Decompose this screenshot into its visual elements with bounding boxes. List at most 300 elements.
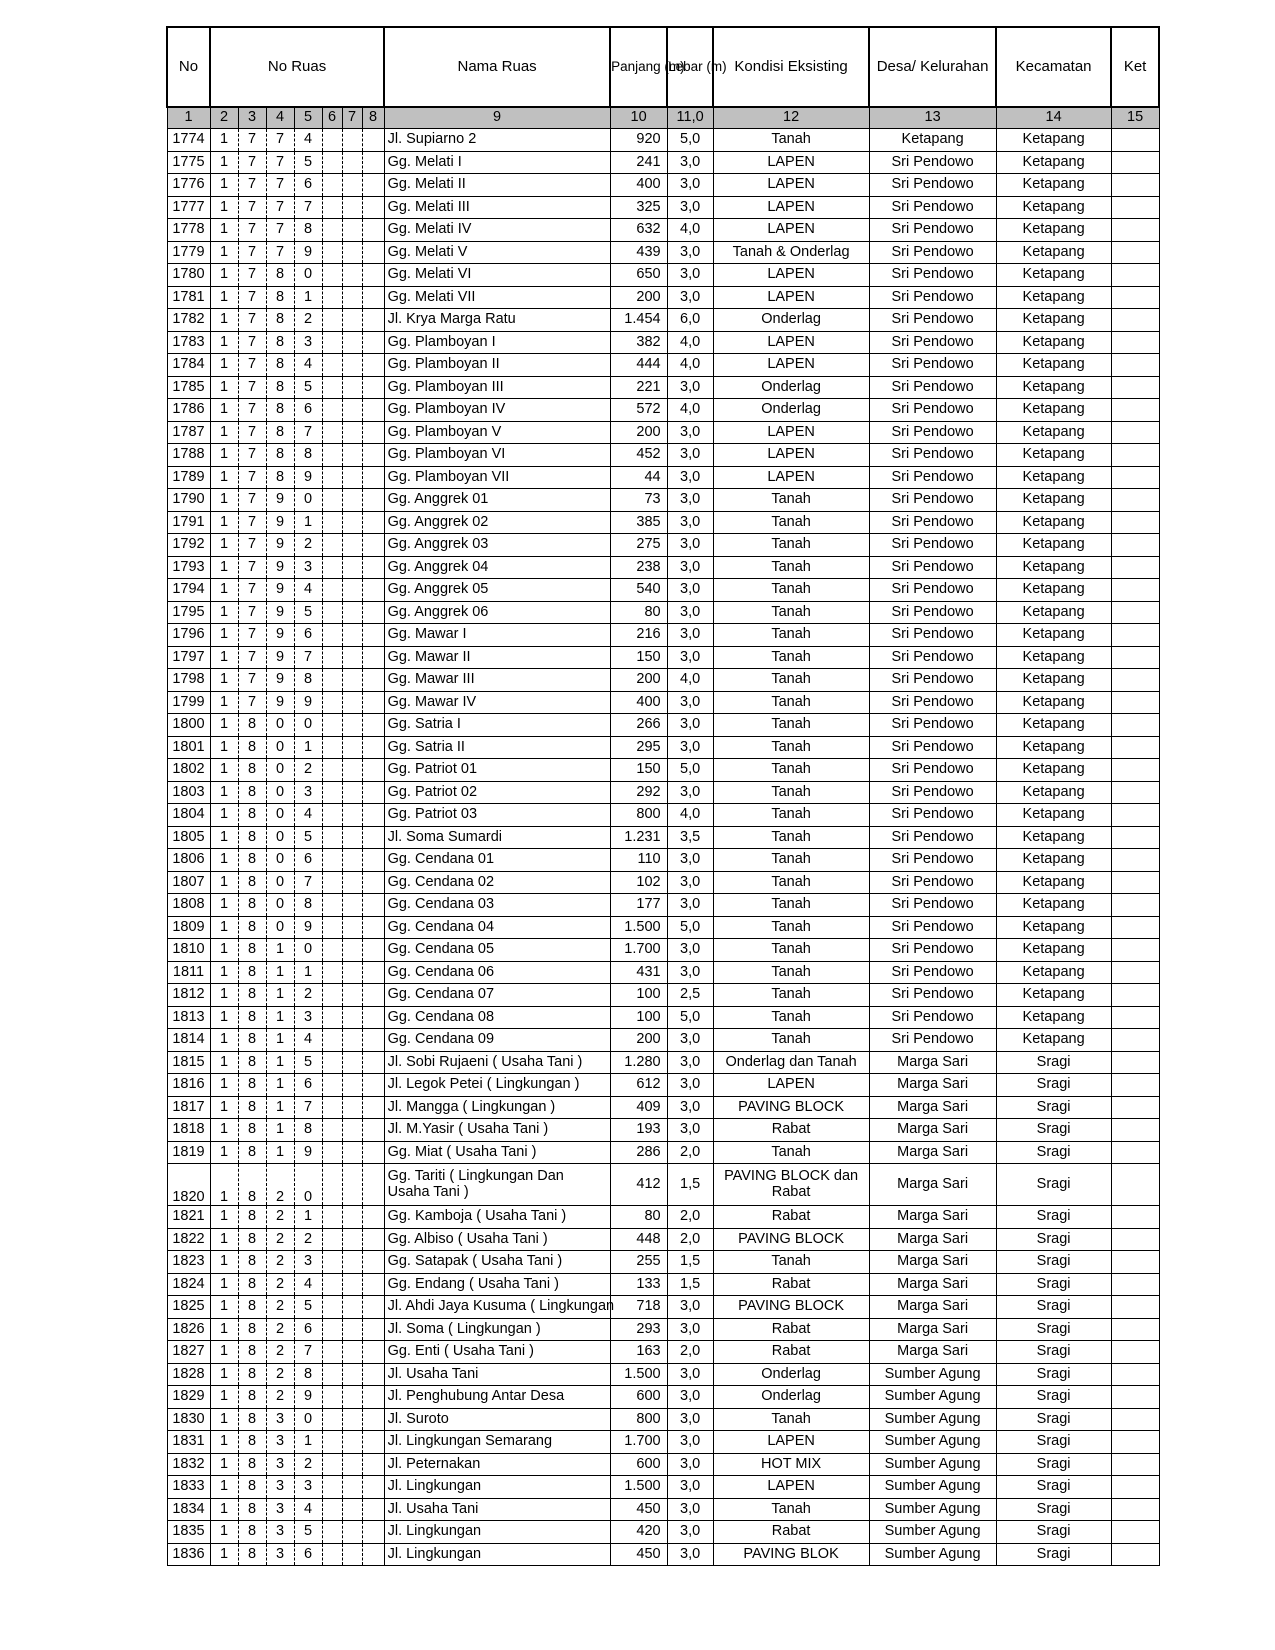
ruas-digit <box>342 1386 362 1409</box>
ruas-digit <box>362 399 384 422</box>
lebar: 3,5 <box>667 826 713 849</box>
ruas-digit <box>322 1543 342 1566</box>
ruas-digit: 3 <box>294 1251 322 1274</box>
kondisi-eksisting: Tanah <box>713 1141 869 1164</box>
ruas-digit: 1 <box>210 1543 238 1566</box>
ruas-digit <box>362 1476 384 1499</box>
nama-ruas: Gg. Satria I <box>384 714 610 737</box>
desa-kelurahan: Sri Pendowo <box>869 916 996 939</box>
table-row <box>167 151 1159 174</box>
table-row <box>167 759 1159 782</box>
nama-ruas: Jl. Usaha Tani <box>384 1363 610 1386</box>
ruas-digit <box>362 1141 384 1164</box>
ruas-digit <box>362 1006 384 1029</box>
lebar: 3,0 <box>667 601 713 624</box>
ruas-digit: 1 <box>210 759 238 782</box>
ruas-digit <box>322 984 342 1007</box>
ruas-digit: 0 <box>266 894 294 917</box>
ruas-digit <box>322 871 342 894</box>
panjang: 400 <box>610 174 667 197</box>
kondisi-eksisting: Tanah <box>713 1029 869 1052</box>
lebar: 1,5 <box>667 1273 713 1296</box>
row-number: 1819 <box>167 1141 210 1164</box>
ruas-digit <box>342 556 362 579</box>
kondisi-eksisting: Tanah <box>713 894 869 917</box>
kecamatan: Ketapang <box>996 804 1111 827</box>
ruas-digit: 9 <box>294 466 322 489</box>
panjang: 448 <box>610 1228 667 1251</box>
panjang: 612 <box>610 1074 667 1097</box>
ruas-digit: 1 <box>210 984 238 1007</box>
desa-kelurahan: Sri Pendowo <box>869 961 996 984</box>
kecamatan: Sragi <box>996 1051 1111 1074</box>
nama-ruas: Gg. Cendana 02 <box>384 871 610 894</box>
panjang: 200 <box>610 669 667 692</box>
ruas-digit: 7 <box>238 579 266 602</box>
desa-kelurahan: Sri Pendowo <box>869 646 996 669</box>
ruas-digit: 1 <box>210 1206 238 1229</box>
column-number-8: 8 <box>362 107 384 129</box>
ruas-digit <box>342 849 362 872</box>
table-row <box>167 219 1159 242</box>
lebar: 3,0 <box>667 1476 713 1499</box>
row-number: 1779 <box>167 241 210 264</box>
panjang: 800 <box>610 1408 667 1431</box>
panjang: 110 <box>610 849 667 872</box>
ruas-digit: 1 <box>294 511 322 534</box>
ruas-digit: 8 <box>294 219 322 242</box>
ruas-digit <box>322 849 342 872</box>
ruas-digit: 3 <box>294 1006 322 1029</box>
desa-kelurahan: Sumber Agung <box>869 1521 996 1544</box>
ruas-digit: 1 <box>210 736 238 759</box>
ruas-digit <box>342 286 362 309</box>
ruas-digit: 1 <box>210 781 238 804</box>
column-number-row <box>167 107 1159 129</box>
panjang: 382 <box>610 331 667 354</box>
kecamatan: Sragi <box>996 1498 1111 1521</box>
desa-kelurahan: Sri Pendowo <box>869 466 996 489</box>
ruas-digit: 7 <box>238 444 266 467</box>
ruas-digit: 1 <box>210 646 238 669</box>
ket <box>1111 916 1159 939</box>
ruas-digit: 1 <box>294 1431 322 1454</box>
row-number: 1794 <box>167 579 210 602</box>
ruas-digit: 1 <box>210 826 238 849</box>
kecamatan: Ketapang <box>996 489 1111 512</box>
kecamatan: Ketapang <box>996 196 1111 219</box>
nama-ruas: Gg. Albiso ( Usaha Tani ) <box>384 1228 610 1251</box>
ket <box>1111 444 1159 467</box>
kecamatan: Ketapang <box>996 466 1111 489</box>
ket <box>1111 1096 1159 1119</box>
row-number: 1810 <box>167 939 210 962</box>
desa-kelurahan: Marga Sari <box>869 1119 996 1142</box>
ruas-digit: 7 <box>238 534 266 557</box>
panjang: 420 <box>610 1521 667 1544</box>
ruas-digit: 7 <box>238 399 266 422</box>
lebar: 3,0 <box>667 849 713 872</box>
nama-ruas: Gg. Anggrek 02 <box>384 511 610 534</box>
lebar: 3,0 <box>667 579 713 602</box>
ruas-digit: 1 <box>210 1296 238 1319</box>
header-ket: Ket <box>1111 27 1159 107</box>
panjang: 102 <box>610 871 667 894</box>
ket <box>1111 984 1159 1007</box>
kecamatan: Sragi <box>996 1318 1111 1341</box>
kondisi-eksisting: Rabat <box>713 1341 869 1364</box>
ruas-digit <box>342 1431 362 1454</box>
desa-kelurahan: Sri Pendowo <box>869 691 996 714</box>
desa-kelurahan: Sri Pendowo <box>869 399 996 422</box>
ruas-digit: 8 <box>238 1164 266 1206</box>
panjang: 293 <box>610 1318 667 1341</box>
ket <box>1111 556 1159 579</box>
header-kecamatan: Kecamatan <box>996 27 1111 107</box>
kondisi-eksisting: LAPEN <box>713 151 869 174</box>
ket <box>1111 1521 1159 1544</box>
lebar: 3,0 <box>667 1521 713 1544</box>
nama-ruas: Gg. Enti ( Usaha Tani ) <box>384 1341 610 1364</box>
panjang: 275 <box>610 534 667 557</box>
ruas-digit: 7 <box>238 241 266 264</box>
ruas-digit <box>362 691 384 714</box>
ket <box>1111 151 1159 174</box>
panjang: 1.700 <box>610 939 667 962</box>
row-number: 1783 <box>167 331 210 354</box>
ruas-digit: 7 <box>238 286 266 309</box>
lebar: 3,0 <box>667 1029 713 1052</box>
row-number: 1795 <box>167 601 210 624</box>
ruas-digit: 1 <box>210 1318 238 1341</box>
table-row <box>167 1431 1159 1454</box>
ruas-digit: 1 <box>210 1476 238 1499</box>
ruas-digit <box>342 871 362 894</box>
kondisi-eksisting: LAPEN <box>713 196 869 219</box>
ruas-digit <box>362 1228 384 1251</box>
ruas-digit: 0 <box>294 264 322 287</box>
row-number: 1776 <box>167 174 210 197</box>
table-row <box>167 286 1159 309</box>
ruas-digit <box>362 264 384 287</box>
panjang: 200 <box>610 421 667 444</box>
lebar: 3,0 <box>667 421 713 444</box>
nama-ruas: Jl. Lingkungan <box>384 1476 610 1499</box>
kondisi-eksisting: Tanah & Onderlag <box>713 241 869 264</box>
ruas-digit: 1 <box>266 939 294 962</box>
kondisi-eksisting: LAPEN <box>713 1074 869 1097</box>
row-number: 1804 <box>167 804 210 827</box>
ruas-digit <box>322 1476 342 1499</box>
ruas-digit <box>342 894 362 917</box>
ruas-digit: 7 <box>294 871 322 894</box>
ruas-digit <box>322 151 342 174</box>
nama-ruas: Gg. Satapak ( Usaha Tani ) <box>384 1251 610 1274</box>
ruas-digit: 5 <box>294 1521 322 1544</box>
table-row <box>167 1051 1159 1074</box>
ruas-digit <box>362 1521 384 1544</box>
column-number-11: 11,0 <box>667 107 713 129</box>
nama-ruas: Gg. Mawar III <box>384 669 610 692</box>
ket <box>1111 421 1159 444</box>
ruas-digit <box>322 1206 342 1229</box>
panjang: 80 <box>610 1206 667 1229</box>
ruas-digit: 1 <box>210 1408 238 1431</box>
ket <box>1111 129 1159 152</box>
lebar: 4,0 <box>667 354 713 377</box>
ruas-digit <box>362 534 384 557</box>
kecamatan: Ketapang <box>996 444 1111 467</box>
ruas-digit: 1 <box>210 421 238 444</box>
ruas-digit: 8 <box>266 466 294 489</box>
kondisi-eksisting: LAPEN <box>713 1476 869 1499</box>
ruas-digit <box>362 511 384 534</box>
ruas-digit: 2 <box>266 1296 294 1319</box>
desa-kelurahan: Sri Pendowo <box>869 196 996 219</box>
kondisi-eksisting: LAPEN <box>713 264 869 287</box>
table-row <box>167 466 1159 489</box>
table-row <box>167 1206 1159 1229</box>
kecamatan: Ketapang <box>996 871 1111 894</box>
ruas-digit: 2 <box>266 1318 294 1341</box>
kondisi-eksisting: Tanah <box>713 129 869 152</box>
nama-ruas: Gg. Tariti ( Lingkungan Dan Usaha Tani ) <box>384 1164 610 1206</box>
nama-ruas: Gg. Anggrek 04 <box>384 556 610 579</box>
row-number: 1831 <box>167 1431 210 1454</box>
panjang: 452 <box>610 444 667 467</box>
ruas-digit: 8 <box>238 1498 266 1521</box>
nama-ruas: Gg. Anggrek 06 <box>384 601 610 624</box>
ruas-digit: 8 <box>294 669 322 692</box>
table-row <box>167 511 1159 534</box>
ruas-digit <box>342 1251 362 1274</box>
ruas-digit: 1 <box>210 1141 238 1164</box>
nama-ruas: Jl. Mangga ( Lingkungan ) <box>384 1096 610 1119</box>
row-number: 1814 <box>167 1029 210 1052</box>
ket <box>1111 264 1159 287</box>
kecamatan: Sragi <box>996 1521 1111 1544</box>
desa-kelurahan: Sri Pendowo <box>869 939 996 962</box>
kondisi-eksisting: Tanah <box>713 691 869 714</box>
ruas-digit <box>322 714 342 737</box>
ruas-digit: 8 <box>238 871 266 894</box>
panjang: 295 <box>610 736 667 759</box>
ruas-digit: 8 <box>238 759 266 782</box>
nama-ruas: Gg. Plamboyan IV <box>384 399 610 422</box>
table-row <box>167 309 1159 332</box>
ruas-digit: 8 <box>238 1543 266 1566</box>
ruas-digit: 7 <box>238 556 266 579</box>
ruas-digit <box>362 939 384 962</box>
nama-ruas: Gg. Plamboyan I <box>384 331 610 354</box>
ruas-digit: 6 <box>294 849 322 872</box>
ruas-digit: 8 <box>238 1363 266 1386</box>
kondisi-eksisting: Rabat <box>713 1119 869 1142</box>
row-number: 1777 <box>167 196 210 219</box>
ruas-digit: 5 <box>294 1296 322 1319</box>
ket <box>1111 1543 1159 1566</box>
header-panjang: Panjang (m) <box>610 27 667 107</box>
ruas-digit: 3 <box>266 1521 294 1544</box>
row-number: 1778 <box>167 219 210 242</box>
kondisi-eksisting: Onderlag <box>713 1363 869 1386</box>
lebar: 3,0 <box>667 534 713 557</box>
ket <box>1111 1251 1159 1274</box>
ruas-digit: 9 <box>294 916 322 939</box>
ruas-digit: 0 <box>266 916 294 939</box>
ruas-digit: 3 <box>294 1476 322 1499</box>
kecamatan: Sragi <box>996 1273 1111 1296</box>
ruas-digit: 2 <box>266 1341 294 1364</box>
kondisi-eksisting: Tanah <box>713 916 869 939</box>
ruas-digit: 9 <box>294 691 322 714</box>
lebar: 2,5 <box>667 984 713 1007</box>
lebar: 6,0 <box>667 309 713 332</box>
column-number-14: 14 <box>996 107 1111 129</box>
ruas-digit: 7 <box>266 129 294 152</box>
column-number-4: 4 <box>266 107 294 129</box>
desa-kelurahan: Sri Pendowo <box>869 826 996 849</box>
kondisi-eksisting: LAPEN <box>713 354 869 377</box>
kecamatan: Ketapang <box>996 1006 1111 1029</box>
lebar: 3,0 <box>667 241 713 264</box>
ruas-digit: 6 <box>294 1543 322 1566</box>
nama-ruas: Gg. Melati III <box>384 196 610 219</box>
ruas-digit: 9 <box>294 241 322 264</box>
ruas-digit: 0 <box>266 826 294 849</box>
lebar: 3,0 <box>667 871 713 894</box>
ruas-digit: 0 <box>294 489 322 512</box>
ruas-digit <box>322 511 342 534</box>
ruas-digit <box>362 489 384 512</box>
table-row <box>167 1074 1159 1097</box>
panjang: 238 <box>610 556 667 579</box>
row-number: 1824 <box>167 1273 210 1296</box>
panjang: 800 <box>610 804 667 827</box>
ruas-digit: 6 <box>294 624 322 647</box>
nama-ruas: Gg. Melati V <box>384 241 610 264</box>
ruas-digit <box>342 759 362 782</box>
ruas-digit: 8 <box>238 1273 266 1296</box>
ruas-digit <box>342 421 362 444</box>
kondisi-eksisting: Tanah <box>713 714 869 737</box>
desa-kelurahan: Sri Pendowo <box>869 1029 996 1052</box>
ruas-digit <box>322 466 342 489</box>
panjang: 400 <box>610 691 667 714</box>
ruas-digit: 8 <box>238 1408 266 1431</box>
ket <box>1111 331 1159 354</box>
column-number-5: 5 <box>294 107 322 129</box>
ruas-digit <box>322 444 342 467</box>
panjang: 80 <box>610 601 667 624</box>
table-row <box>167 1296 1159 1319</box>
ruas-digit: 3 <box>266 1431 294 1454</box>
lebar: 2,0 <box>667 1341 713 1364</box>
panjang: 200 <box>610 286 667 309</box>
ruas-digit <box>342 354 362 377</box>
ruas-digit: 1 <box>210 466 238 489</box>
ruas-digit <box>342 1341 362 1364</box>
kondisi-eksisting: PAVING BLOCK <box>713 1096 869 1119</box>
ruas-digit: 8 <box>238 736 266 759</box>
kondisi-eksisting: Tanah <box>713 1498 869 1521</box>
ruas-digit: 7 <box>238 466 266 489</box>
ruas-digit <box>342 196 362 219</box>
kecamatan: Ketapang <box>996 736 1111 759</box>
ruas-digit <box>322 624 342 647</box>
ruas-digit <box>362 601 384 624</box>
ket <box>1111 1006 1159 1029</box>
ruas-digit <box>342 984 362 1007</box>
kondisi-eksisting: Tanah <box>713 1408 869 1431</box>
kecamatan: Ketapang <box>996 691 1111 714</box>
desa-kelurahan: Sumber Agung <box>869 1498 996 1521</box>
kecamatan: Ketapang <box>996 961 1111 984</box>
ruas-digit: 8 <box>294 894 322 917</box>
nama-ruas: Jl. Sobi Rujaeni ( Usaha Tani ) <box>384 1051 610 1074</box>
ruas-digit <box>322 174 342 197</box>
ruas-digit: 5 <box>294 601 322 624</box>
desa-kelurahan: Marga Sari <box>869 1341 996 1364</box>
ruas-digit: 8 <box>238 1341 266 1364</box>
column-number-2: 2 <box>210 107 238 129</box>
ruas-digit: 2 <box>294 1228 322 1251</box>
lebar: 3,0 <box>667 1074 713 1097</box>
ruas-digit: 7 <box>238 331 266 354</box>
kecamatan: Ketapang <box>996 219 1111 242</box>
ruas-digit: 1 <box>210 1363 238 1386</box>
ruas-digit: 7 <box>266 241 294 264</box>
ruas-digit: 0 <box>266 871 294 894</box>
ket <box>1111 399 1159 422</box>
panjang: 431 <box>610 961 667 984</box>
ruas-digit: 1 <box>210 129 238 152</box>
ruas-digit: 1 <box>210 1498 238 1521</box>
ruas-digit <box>342 219 362 242</box>
ruas-digit: 1 <box>210 1273 238 1296</box>
ruas-digit: 1 <box>294 961 322 984</box>
lebar: 3,0 <box>667 1096 713 1119</box>
ruas-digit: 7 <box>238 669 266 692</box>
nama-ruas: Gg. Plamboyan II <box>384 354 610 377</box>
ruas-digit <box>322 961 342 984</box>
ruas-digit <box>342 669 362 692</box>
ruas-digit <box>342 1363 362 1386</box>
row-number: 1796 <box>167 624 210 647</box>
ket <box>1111 759 1159 782</box>
table-row <box>167 1228 1159 1251</box>
ruas-digit <box>342 399 362 422</box>
lebar: 3,0 <box>667 1453 713 1476</box>
ruas-digit <box>322 331 342 354</box>
row-number: 1821 <box>167 1206 210 1229</box>
kondisi-eksisting: Onderlag <box>713 309 869 332</box>
lebar: 5,0 <box>667 916 713 939</box>
panjang: 177 <box>610 894 667 917</box>
ruas-digit: 8 <box>238 939 266 962</box>
ket <box>1111 601 1159 624</box>
nama-ruas: Gg. Plamboyan V <box>384 421 610 444</box>
row-number: 1820 <box>167 1164 210 1206</box>
ruas-digit <box>322 1521 342 1544</box>
kecamatan: Sragi <box>996 1386 1111 1409</box>
ruas-digit: 0 <box>294 939 322 962</box>
ruas-digit <box>362 1051 384 1074</box>
kondisi-eksisting: Tanah <box>713 601 869 624</box>
ruas-digit <box>322 646 342 669</box>
kecamatan: Sragi <box>996 1119 1111 1142</box>
ruas-digit: 2 <box>266 1228 294 1251</box>
